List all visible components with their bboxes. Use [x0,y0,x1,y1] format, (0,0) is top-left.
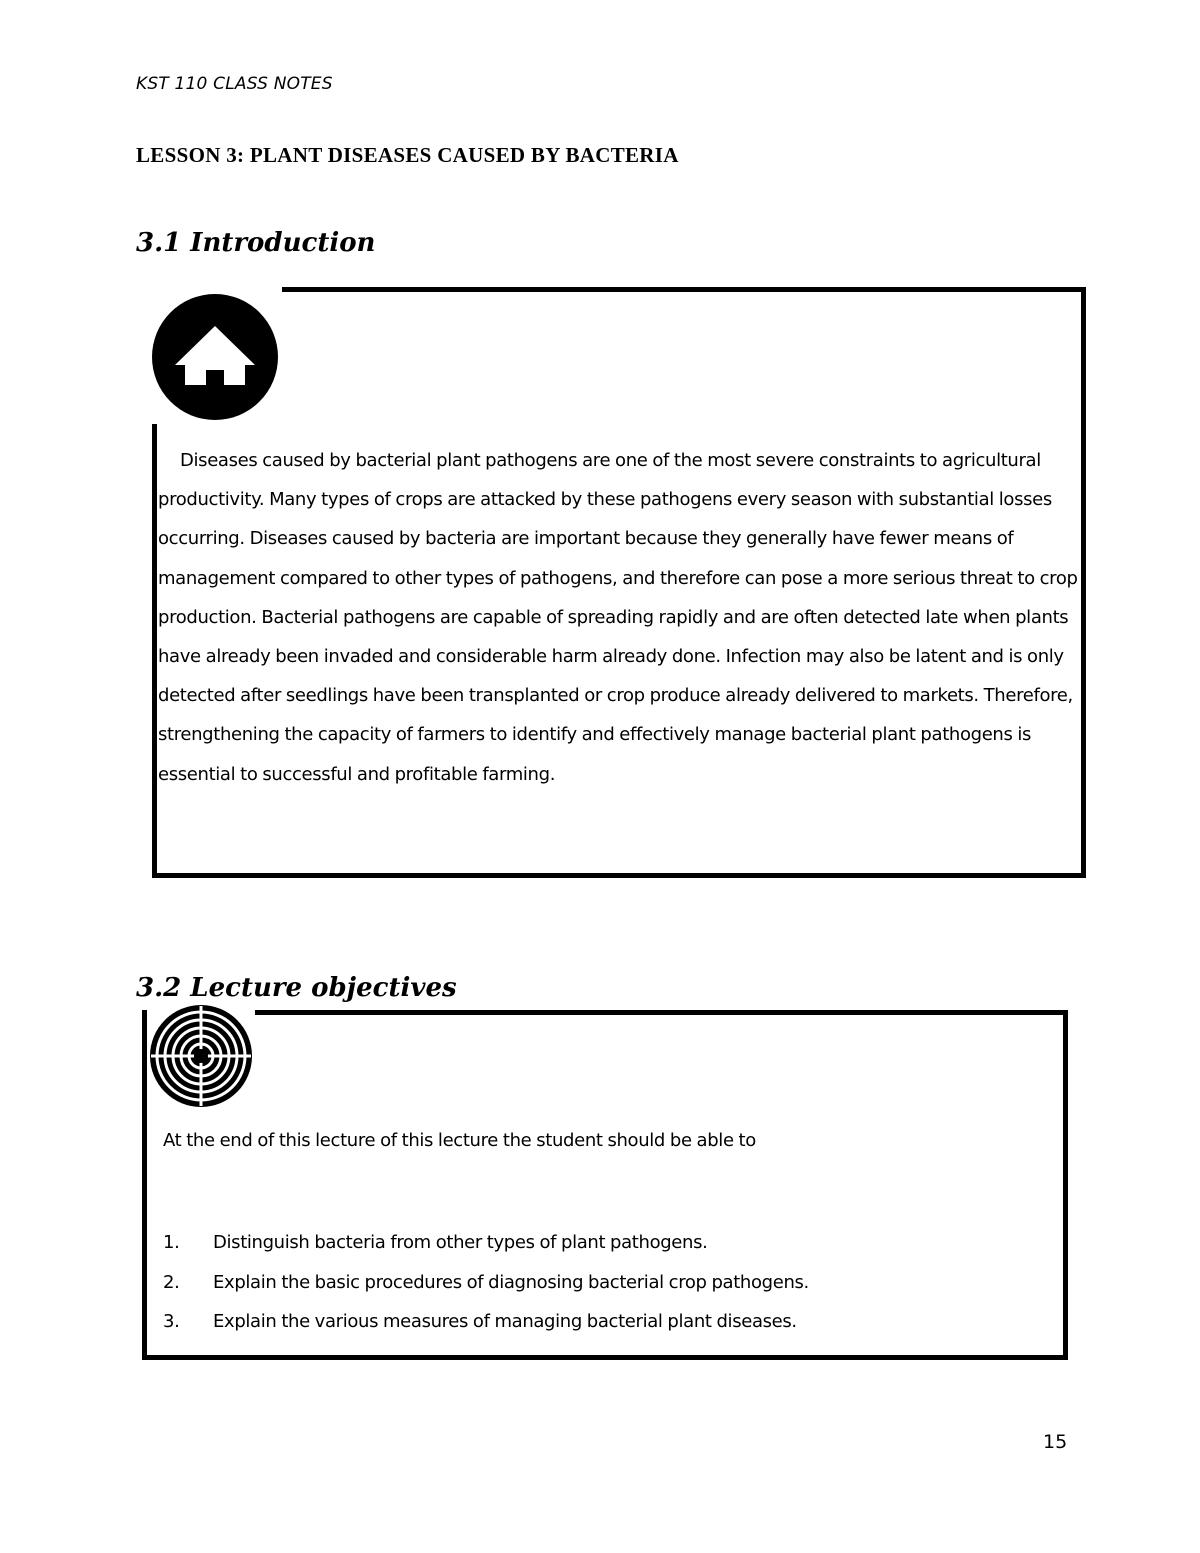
list-item-number: 3. [163,1311,180,1332]
list-item [163,1307,809,1347]
list-item-number: 1. [163,1232,180,1253]
introduction-box-left-border [152,424,157,873]
header-course-note: KST 110 CLASS NOTES [136,74,333,94]
list-item-text: Distinguish bacteria from other types of plant pathogens. [213,1232,708,1253]
objectives-heading: 3.2 Lecture objectives [136,973,457,1003]
page-number: 15 [1043,1431,1068,1453]
list-item-text: Explain the various measures of managing bacterial plant diseases. [213,1311,797,1332]
list-item [163,1268,809,1308]
list-item-text: Explain the basic procedures of diagnosing bacterial crop pathogens. [213,1271,809,1293]
objectives-intro: At the end of this lecture of this lecture the student should be able to [163,1130,756,1151]
introduction-paragraph: Diseases caused by bacterial plant pathogens are one of the most severe constraints to agricultural productivity. Many types of crops are attacked by these pathogens every season with substantial losses occurring. Diseases caused by bacteria are important because they generally have fewer means of management compared to other types of pathogens, and therefore can pose a more serious threat to crop production. Bacterial pathogens are capable of spreading rapidly and are often detected late when plants have already been invaded and considerable harm already done. Infection may also be latent and is only detected after seedlings have been transplanted or crop produce already delivered to markets. Therefore, strengthening the capacity of farmers to identify and effectively manage bacterial plant pathogens is essential to successful and profitable farming. [158,450,1078,785]
introduction-heading: 3.1 Introduction [136,228,376,258]
list-item-number: 2. [163,1271,180,1293]
list-item [163,1228,809,1268]
lesson-title: LESSON 3: PLANT DISEASES CAUSED BY BACTERIA [136,143,679,167]
objectives-list [163,1228,809,1347]
target-icon [148,1004,254,1108]
home-icon [150,293,280,421]
